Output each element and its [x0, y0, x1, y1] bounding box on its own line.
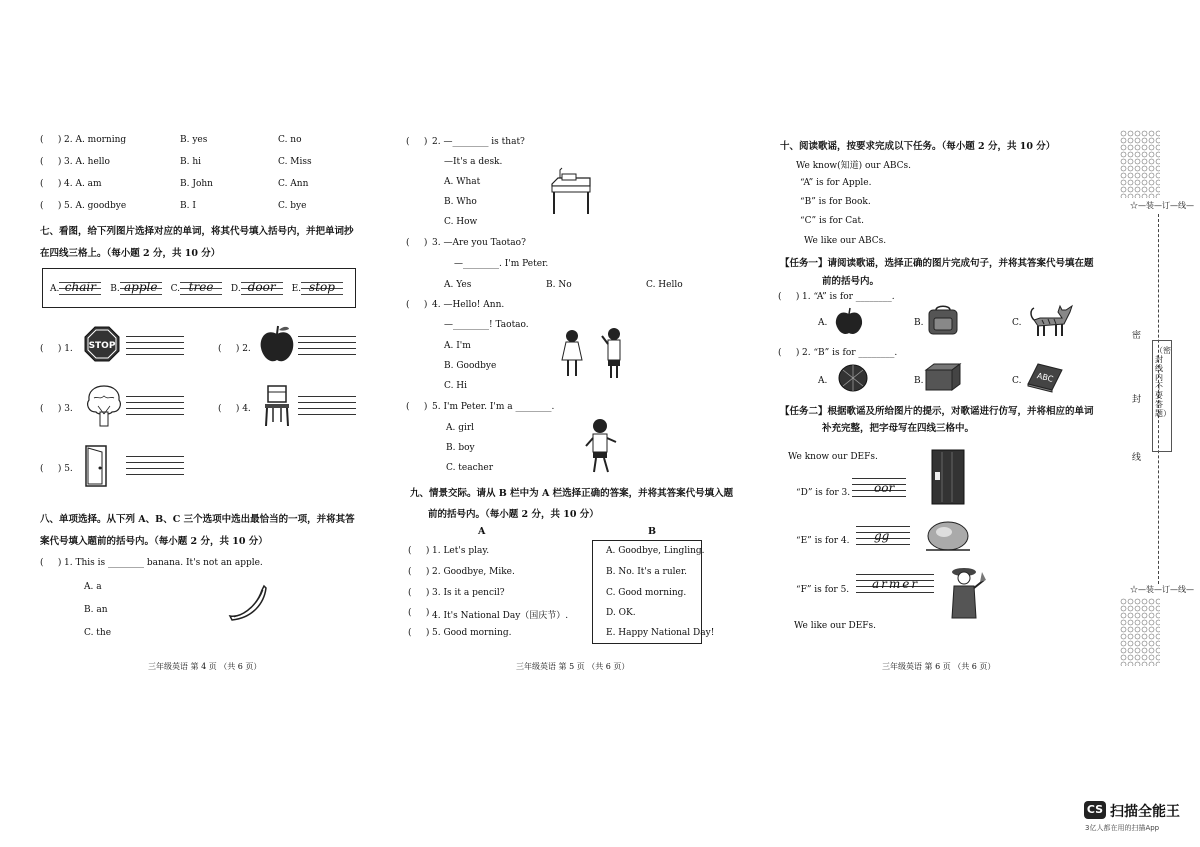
four-line-grid[interactable] — [126, 396, 184, 422]
handwritten-word: gg — [874, 529, 890, 543]
word-door: door — [241, 280, 283, 298]
door-icon — [930, 448, 966, 506]
tree-icon — [84, 384, 124, 428]
binding-line-label-bottom: ☆—装—订—线— — [1130, 585, 1194, 594]
camscanner-logo-icon: CS — [1084, 801, 1106, 819]
task-1-question-2: 2. “B” is for ________. — [802, 348, 898, 358]
four-line-grid[interactable] — [126, 456, 184, 482]
answer-paren[interactable]: ( ) — [406, 238, 428, 248]
option-a: A. girl — [446, 423, 475, 433]
watermark-tagline: 3亿人都在用的扫描App — [1085, 824, 1160, 832]
match-b-item: A. Goodbye, Lingling. — [606, 546, 705, 556]
option-c: C. Miss — [278, 157, 312, 167]
page-6-footer: 三年级英语 第 6 页 （共 6 页） — [882, 662, 996, 671]
pineapple-icon — [836, 360, 870, 392]
section-8-title: 八、单项选择。从下列 A、B、C 三个选项中选出最恰当的一项，并将其答 — [40, 514, 355, 525]
answer-paren[interactable]: ( ) — [406, 402, 428, 412]
option-b: B. boy — [446, 443, 475, 453]
task-2-title-cont: 补充完整，把字母写在四线三格中。 — [822, 423, 975, 434]
dot-pattern-top — [1120, 130, 1160, 198]
song2-line: We know our DEFs. — [788, 452, 878, 462]
answer-paren[interactable]: ( ) — [408, 546, 430, 556]
answer-paren[interactable]: ( ) — [408, 567, 430, 577]
column-b-header: B — [648, 526, 657, 537]
option-a: A. I'm — [444, 341, 471, 351]
match-b-item: D. OK. — [606, 608, 636, 618]
answer-paren[interactable]: ( ) — [408, 608, 430, 618]
option-b: B. I — [180, 201, 196, 211]
children-greeting-icon — [560, 328, 630, 380]
question-3: 3. —Are you Taotao? — [432, 238, 526, 248]
answer-paren[interactable]: ( ) — [778, 348, 800, 358]
word-stop: stop — [301, 280, 343, 298]
option-b: B. — [914, 376, 924, 386]
option-c: C. — [1012, 376, 1022, 386]
dialogue-reply: —________. I'm Peter. — [454, 259, 549, 269]
column-a-header: A — [478, 526, 486, 537]
answer-paren[interactable]: ( ) — [40, 135, 62, 145]
option-c: C. no — [278, 135, 302, 145]
task-1-title: 【任务一】请阅读歌谣，选择正确的图片完成句子，并将其答案代号填在题 — [780, 258, 1094, 269]
option-a: 5. A. goodbye — [64, 201, 127, 211]
page-5-footer: 三年级英语 第 5 页 （共 6 页） — [516, 662, 630, 671]
song-line: “A” is for Apple. — [800, 178, 872, 188]
match-b-item: C. Good morning. — [606, 588, 687, 598]
question-1: 1. This is ________ banana. It's not an apple. — [64, 558, 263, 568]
word-tree: tree — [180, 280, 222, 298]
answer-paren[interactable]: ( ) 4. — [218, 404, 251, 414]
task-1-title-cont: 前的括号内。 — [822, 276, 880, 287]
word-apple: apple — [120, 280, 162, 298]
apple-icon — [258, 324, 296, 364]
egg-icon — [922, 518, 972, 554]
option-b: B. hi — [180, 157, 202, 167]
question-5: 5. I'm Peter. I'm a ________. — [432, 402, 555, 412]
binding-char-xian: 线 — [1132, 453, 1142, 463]
option-a: A. — [818, 318, 828, 328]
option-b: B. — [914, 318, 924, 328]
section-9-title-cont: 前的括号内。（每小题 2 分，共 10 分） — [428, 509, 599, 520]
section-10-title: 十、阅读歌谣，按要求完成以下任务。（每小题 2 分，共 10 分） — [780, 141, 1056, 152]
binding-sidebar — [1120, 130, 1192, 665]
song-line: We know(知道) our ABCs. — [796, 161, 911, 171]
song2-line: “D” is for 3. — [796, 488, 851, 498]
option-b: B. yes — [180, 135, 208, 145]
song2-line: We like our DEFs. — [794, 621, 876, 631]
word-letter: C. — [170, 284, 181, 294]
song-line: “B” is for Book. — [800, 197, 871, 207]
handwritten-word: armer — [872, 577, 920, 591]
question-4: 4. —Hello! Ann. — [432, 300, 505, 310]
answer-paren[interactable]: ( ) — [406, 137, 428, 147]
answer-paren[interactable]: ( ) — [40, 179, 62, 189]
section-8-title-cont: 案代号填入题前的括号内。（每小题 2 分，共 10 分） — [40, 536, 268, 547]
dialogue-reply: —It's a desk. — [444, 157, 503, 167]
svg-text:STOP: STOP — [88, 341, 116, 351]
answer-paren[interactable]: ( ) — [40, 201, 62, 211]
book-icon — [1026, 362, 1064, 392]
binding-char-feng: 封 — [1132, 395, 1142, 405]
task-2-title: 【任务二】根据歌谣及所给图片的提示，对歌谣进行仿写，并将相应的单词 — [780, 406, 1094, 417]
binding-line-label-top: ☆—装—订—线— — [1130, 201, 1194, 210]
svg-text:ABC: ABC — [1036, 371, 1055, 384]
answer-paren[interactable]: ( ) — [40, 558, 62, 568]
song2-line: “E” is for 4. — [796, 536, 850, 546]
option-b: B. Goodbye — [444, 361, 497, 371]
section-7-title: 七、看图，给下列图片选择对应的单词，将其代号填入括号内，并把单词抄 — [40, 226, 354, 237]
option-a: A. Yes — [444, 280, 472, 290]
match-a-item: 3. Is it a pencil? — [432, 588, 505, 598]
option-c: C. the — [84, 628, 112, 638]
question-2: 2. —________ is that? — [432, 137, 525, 147]
match-a-item: 2. Goodbye, Mike. — [432, 567, 515, 577]
box-icon — [924, 362, 962, 392]
boy-icon — [584, 418, 618, 474]
answer-paren[interactable]: ( ) — [406, 300, 428, 310]
schoolbag-icon — [926, 304, 960, 336]
match-b-item: E. Happy National Day! — [606, 628, 715, 638]
word-chair: chair — [59, 280, 101, 298]
option-c: C. bye — [278, 201, 307, 211]
word-letter: A. — [50, 284, 60, 294]
apple-icon — [834, 306, 864, 336]
section-9-title: 九、情景交际。请从 B 栏中为 A 栏选择正确的答案，并将其答案代号填入题 — [410, 488, 734, 499]
task-1-question-1: 1. “A” is for ________. — [802, 292, 895, 302]
chair-icon — [262, 384, 292, 428]
watermark-name: 扫描全能王 — [1110, 804, 1180, 820]
handwritten-word: oor — [874, 481, 895, 495]
option-a: 4. A. am — [64, 179, 102, 189]
stop-sign-icon — [84, 326, 120, 362]
section-7-title-cont: 在四线三格上。（每小题 2 分，共 10 分） — [40, 248, 221, 259]
binding-char-mi: 密 — [1132, 331, 1142, 341]
option-a: A. a — [84, 582, 102, 592]
word-letter: D. — [230, 284, 241, 294]
four-line-grid[interactable] — [126, 336, 184, 362]
option-c: C. Hello — [646, 280, 683, 290]
word-letter: B. — [110, 284, 120, 294]
match-b-item: B. No. It's a ruler. — [606, 567, 688, 577]
four-line-grid[interactable] — [298, 396, 356, 422]
song-line: We like our ABCs. — [804, 236, 887, 246]
dot-pattern-bottom — [1120, 598, 1160, 666]
option-a: A. — [818, 376, 828, 386]
answer-paren[interactable]: ( ) 1. — [40, 344, 73, 354]
match-a-item: 1. Let's play. — [432, 546, 490, 556]
option-c: C. Hi — [444, 381, 468, 391]
option-a: 2. A. morning — [64, 135, 127, 145]
word-letter: E. — [291, 284, 301, 294]
option-a: A. What — [444, 177, 481, 187]
sidebar-note: （密封线内不要答题） — [1155, 346, 1171, 418]
option-b: B. an — [84, 605, 108, 615]
answer-paren[interactable]: ( ) 2. — [218, 344, 251, 354]
answer-paren[interactable]: ( ) — [40, 157, 62, 167]
answer-paren[interactable]: ( ) — [778, 292, 800, 302]
word-bank — [50, 280, 343, 298]
option-b: B. No — [546, 280, 572, 290]
answer-paren[interactable]: ( ) 5. — [40, 464, 73, 474]
answer-paren[interactable]: ( ) — [408, 588, 430, 598]
dialogue-reply: —________! Taotao. — [444, 320, 529, 330]
option-c: C. — [1012, 318, 1022, 328]
page-4-footer: 三年级英语 第 4 页 （共 6 页） — [148, 662, 262, 671]
answer-paren[interactable]: ( ) 3. — [40, 404, 73, 414]
door-icon — [84, 444, 108, 488]
song2-line: “F” is for 5. — [796, 585, 850, 595]
option-a: 3. A. hello — [64, 157, 110, 167]
banana-icon — [226, 584, 268, 620]
four-line-grid[interactable] — [298, 336, 356, 362]
option-b: B. Who — [444, 197, 477, 207]
song-line: “C” is for Cat. — [800, 216, 864, 226]
desk-icon — [548, 166, 594, 216]
option-c: C. Ann — [278, 179, 309, 189]
farmer-icon — [944, 566, 990, 620]
answer-paren[interactable]: ( ) — [408, 628, 430, 638]
cat-icon — [1028, 304, 1078, 338]
match-a-item: 4. It's National Day（国庆节）. — [432, 611, 569, 621]
match-a-item: 5. Good morning. — [432, 628, 512, 638]
option-c: C. How — [444, 217, 478, 227]
option-c: C. teacher — [446, 463, 494, 473]
option-b: B. John — [180, 179, 213, 189]
